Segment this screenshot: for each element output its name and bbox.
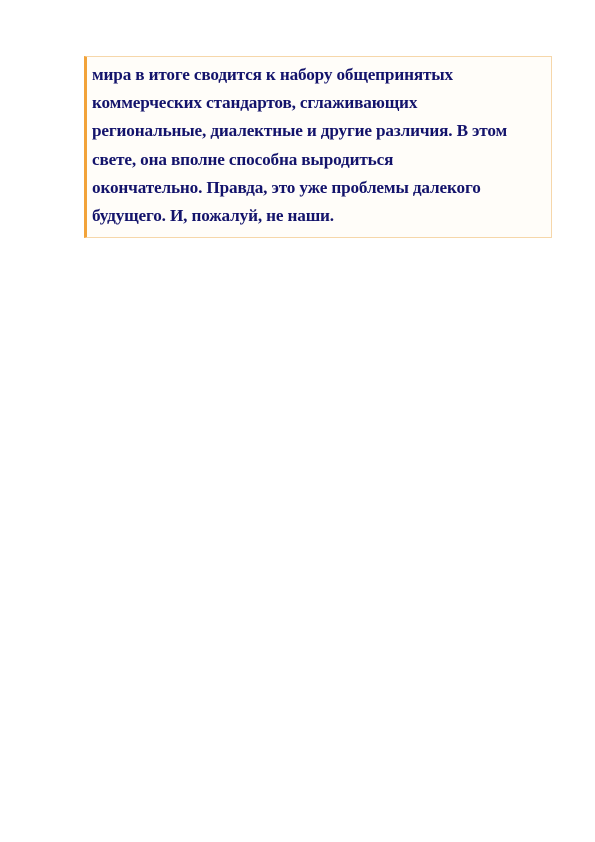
quote-line-2: коммерческих стандартов, сглаживающих	[92, 93, 418, 113]
quote-line-6: будущего. И, пожалуй, не наши.	[92, 206, 334, 226]
quote-line-4: свете, она вполне способна выродиться	[92, 149, 394, 169]
quote-text	[92, 61, 550, 230]
quote-line-3: региональные, диалектные и другие различия. В этом	[92, 121, 508, 141]
quote-box	[84, 56, 552, 238]
quote-line-1: мира в итоге сводится к набору общепринятых	[92, 65, 453, 84]
quote-line-5: окончательно. Правда, это уже проблемы далекого	[92, 177, 481, 197]
